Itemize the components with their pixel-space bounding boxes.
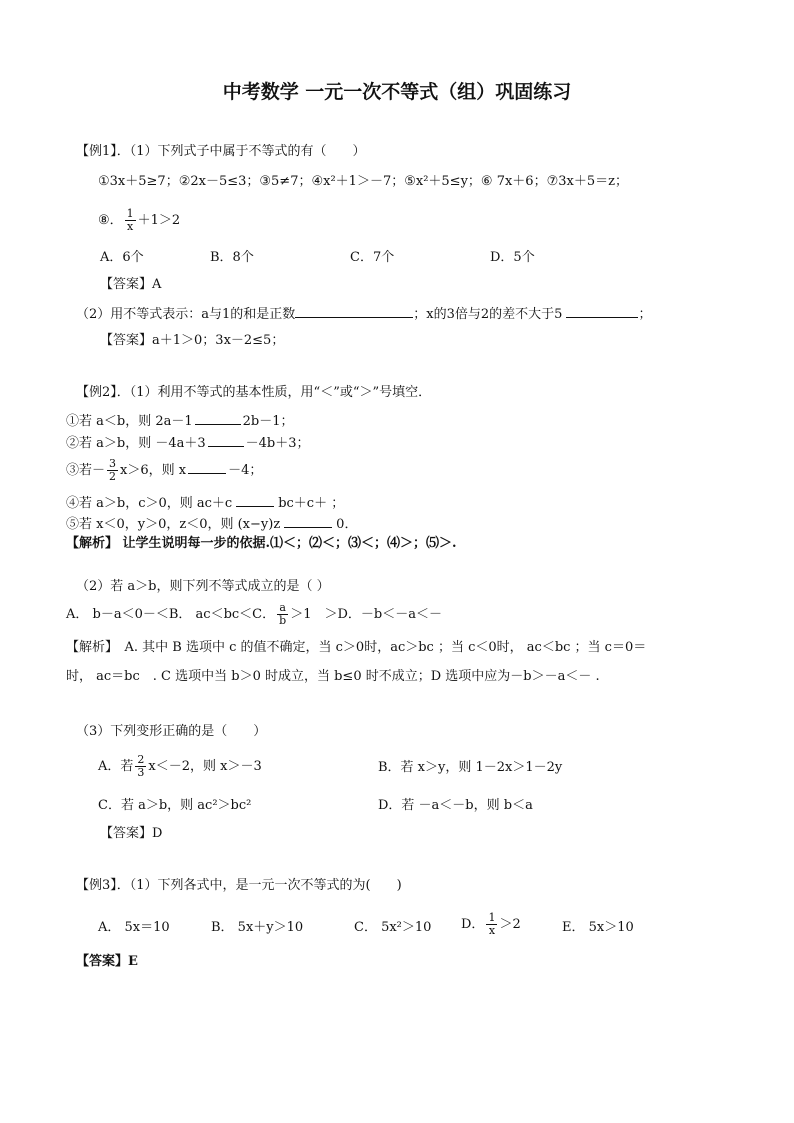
option-e3-d: [461, 910, 521, 940]
question-1-2-part-a: （2）用不等式表示：a与1的和是正数: [76, 307, 296, 322]
item-4-right: bc＋c＋ ；: [278, 496, 345, 511]
item-2-right: －4b＋3；: [245, 436, 310, 451]
question-2-2: （2）若 a＞b，则下列不等式成立的是（ ）: [76, 579, 330, 594]
page-title: 中考数学 一元一次不等式（组）巩固练习: [222, 81, 572, 103]
fraction: $\frac{a}{b}$: [279, 601, 287, 627]
example-2-item-5: [66, 515, 357, 533]
option-e3-e: E． 5x＞10: [562, 920, 634, 935]
fraction: $\frac{1}{x}$: [126, 207, 134, 233]
answer-blank: [566, 305, 638, 318]
option-3a-prefix: A．若: [98, 759, 134, 774]
answer-blank: [195, 412, 241, 425]
example-2-item-1: [66, 412, 294, 430]
item-3-prefix: ③若－: [66, 463, 106, 478]
question-2-3: （3）下列变形正确的是（ ）: [76, 724, 267, 739]
answer-3: 【答案】E: [76, 954, 138, 969]
answer-blank: [236, 494, 274, 507]
expression-8-rest: ＋1＞2: [137, 213, 181, 228]
item-3-left: x＞6，则 x: [120, 463, 187, 478]
option-e3-a: A． 5x＝10: [98, 920, 170, 935]
fraction: $\frac{3}{2}$: [109, 457, 117, 483]
item-3-right: －4；: [228, 463, 263, 478]
answer-blank: [188, 461, 226, 474]
option-e3-c: C． 5x²＞10: [354, 920, 432, 935]
option-a: A．6个: [100, 250, 144, 265]
option-c: C．7个: [350, 250, 395, 265]
option-e3-d-rest: ＞2: [499, 917, 521, 932]
answer-blank: [295, 305, 413, 318]
item-5-right: 0．: [336, 517, 358, 532]
question-1-2-part-b: ；x的3倍与2的差不大于5: [413, 307, 563, 322]
answer-blank: [284, 515, 332, 528]
answer-1-2: 【答案】a＋1＞0；3x－2≤5；: [100, 333, 285, 348]
example-3-heading: 【例3】．（1）下列各式中，是一元一次不等式的为( ): [76, 878, 402, 893]
item-5-left: ⑤若 x＜0，y＞0，z＜0，则 (x−y)z: [66, 517, 281, 532]
option-3c: C．若 a＞b，则 ac²＞bc²: [98, 798, 252, 813]
item-2-left: ②若 a＞b，则 －4a＋3: [66, 436, 206, 451]
question-1-2-part-c: ；: [638, 307, 652, 322]
answer-blank: [208, 434, 244, 447]
analysis-2-line-2: 时， ac＝bc . C 选项中当 b＞0 时成立，当 b≤0 时不成立；D 选项中应为－b＞－a＜－ .: [66, 669, 600, 684]
option-3b: B．若 x＞y，则 1－2x＞1－2y: [378, 760, 563, 775]
example-2-item-4: [66, 494, 344, 512]
example-1-expression-8: [98, 206, 180, 236]
answer-2-3: 【答案】D: [100, 826, 163, 841]
option-e3-d-label: D．: [461, 917, 485, 932]
item-1-left: ①若 a＜b，则 2a－1: [66, 414, 193, 429]
option-e3-b: B． 5x＋y＞10: [211, 920, 304, 935]
example-2-item-2: [66, 434, 310, 452]
options-part-b: ＞1 ＞D．－b＜－a＜－: [290, 607, 442, 622]
option-3a-rest: x＜－2，则 x＞－3: [148, 759, 262, 774]
example-2-heading: 【例2】．（1）利用不等式的基本性质，用“＜”或“＞”号填空．: [76, 385, 432, 400]
option-3a: [98, 752, 262, 782]
question-2-2-options: [66, 600, 442, 630]
example-2-item-3: [66, 456, 262, 486]
fraction: $\frac{2}{3}$: [137, 753, 145, 779]
option-d: D．5个: [490, 250, 535, 265]
question-1-2: [76, 305, 651, 323]
option-b: B．8个: [210, 250, 254, 265]
option-3d: D．若 －a＜－b，则 b＜a: [378, 798, 533, 813]
options-part-a: A． b－a＜0－＜B． ac＜bc＜C．: [66, 607, 276, 622]
example-1-heading: 【例1】．（1）下列式子中属于不等式的有（ ）: [76, 144, 366, 159]
fraction: $\frac{1}{x}$: [488, 911, 496, 937]
expression-8-label: ⑧．: [98, 213, 123, 228]
analysis-1: 【解析】 让学生说明每一步的依据.⑴＜；⑵＜；⑶＜；⑷＞；⑸＞.: [66, 536, 457, 551]
analysis-2-line-1: 【解析】 A. 其中 B 选项中 c 的值不确定，当 c＞0时，ac＞bc ；当 c＜0时， ac＜bc ；当 c＝0＝: [66, 640, 647, 655]
answer-1: 【答案】A: [100, 277, 162, 292]
item-1-right: 2b－1；: [242, 414, 294, 429]
example-1-expressions: ①3x＋5≥7；②2x－5≤3；③5≠7；④x²＋1＞－7；⑤x²＋5≤y；⑥ 7x＋6；⑦3x＋5＝z；: [98, 174, 628, 189]
item-4-left: ④若 a＞b，c＞0，则 ac＋c: [66, 496, 233, 511]
